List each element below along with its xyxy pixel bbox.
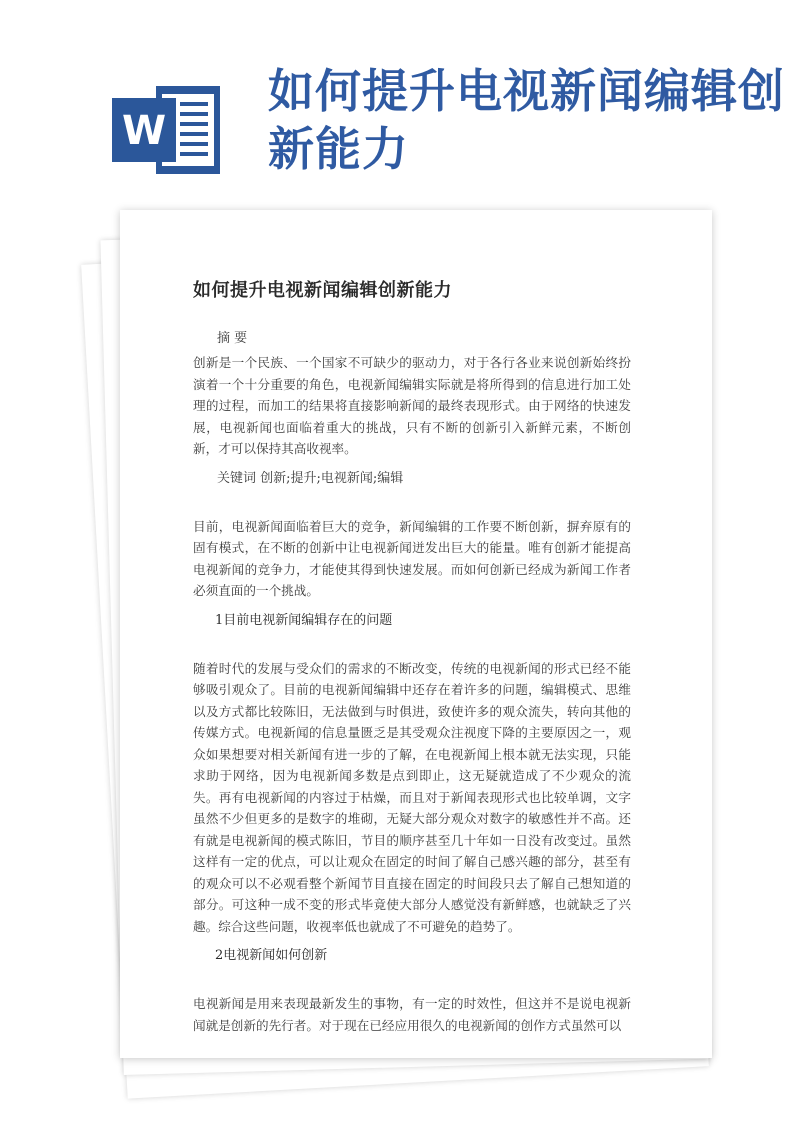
document-page <box>120 210 712 1058</box>
section-2-heading: 2电视新闻如何创新 <box>215 948 328 963</box>
section-1-heading: 1目前电视新闻编辑存在的问题 <box>215 612 393 628</box>
section-2-paragraph: 电视新闻是用来表现最新发生的事物，有一定的时效性，但这并不是说电视新闻就是创新的先行者。对于现在已经应用很久的电视新闻的创作方式虽然可以 <box>193 996 631 1033</box>
document-title: 如何提升电视新闻编辑创新能力 <box>193 280 452 301</box>
keywords-line: 关键词 创新;提升;电视新闻;编辑 <box>217 470 404 486</box>
word-logo-letter: W <box>121 108 167 154</box>
document-content <box>193 276 631 1036</box>
section-1-paragraph: 随着时代的发展与受众们的需求的不断改变，传统的电视新闻的形式已经不能够吸引观众了。目前的电视新闻编辑中还存在着许多的问题，编辑模式、思维以及方式都比较陈旧，无法做到与时俱进，致使许多的观众流失，转向其他的传媒方式。电视新闻的信息量匮乏是其受观众注视度下降的主要原因之一，观众如果想要对相关新闻有进一步的了解，在电视新闻上根本就无法实现，只能求助于网络，因为电视新闻多数是点到即止，这无疑就造成了不少观众的流失。再有电视新闻的内容过于枯燥，而且对于新闻表现形式也比较单调，文字虽然不少但更多的是数字的堆砌，无疑大部分观众对数字的敏感性并不高。还有就是电视新闻的模式陈旧，节目的顺序甚至几十年如一日没有改变过。虽然这样有一定的优点，可以让观众在固定的时间了解自己感兴趣的部分，甚至有的观众可以不必观看整个新闻节目直接在固定的时间段只去了解自己想知道的部分。可这种一成不变的形式毕竟使大部分人感觉没有新鲜感，也就缺乏了兴趣。综合这些问题，收视率低也就成了不可避免的趋势了。 <box>193 660 631 934</box>
intro-paragraph: 目前，电视新闻面临着巨大的竞争，新闻编辑的工作要不断创新，摒弃原有的固有模式，在不断的创新中让电视新闻迸发出巨大的能量。唯有创新才能提高电视新闻的竞争力，才能使其得到快速发展。而如何创新已经成为新闻工作者必须直面的一个挑战。 <box>193 518 631 598</box>
abstract-paragraph: 创新是一个民族、一个国家不可缺少的驱动力，对于各行各业来说创新始终扮演着一个十分重要的角色，电视新闻编辑实际就是将所得到的信息进行加工处理的过程，而加工的结果将直接影响新闻的最终表现形式。由于网络的快速发展，电视新闻也面临着重大的挑战，只有不断的创新引入新鲜元素，不断创新，才可以保持其高收视率。 <box>193 355 631 456</box>
word-icon <box>110 80 230 180</box>
abstract-label: 摘 要 <box>217 331 248 346</box>
banner-title: 如何提升电视新闻编辑创新能力 <box>268 64 785 176</box>
